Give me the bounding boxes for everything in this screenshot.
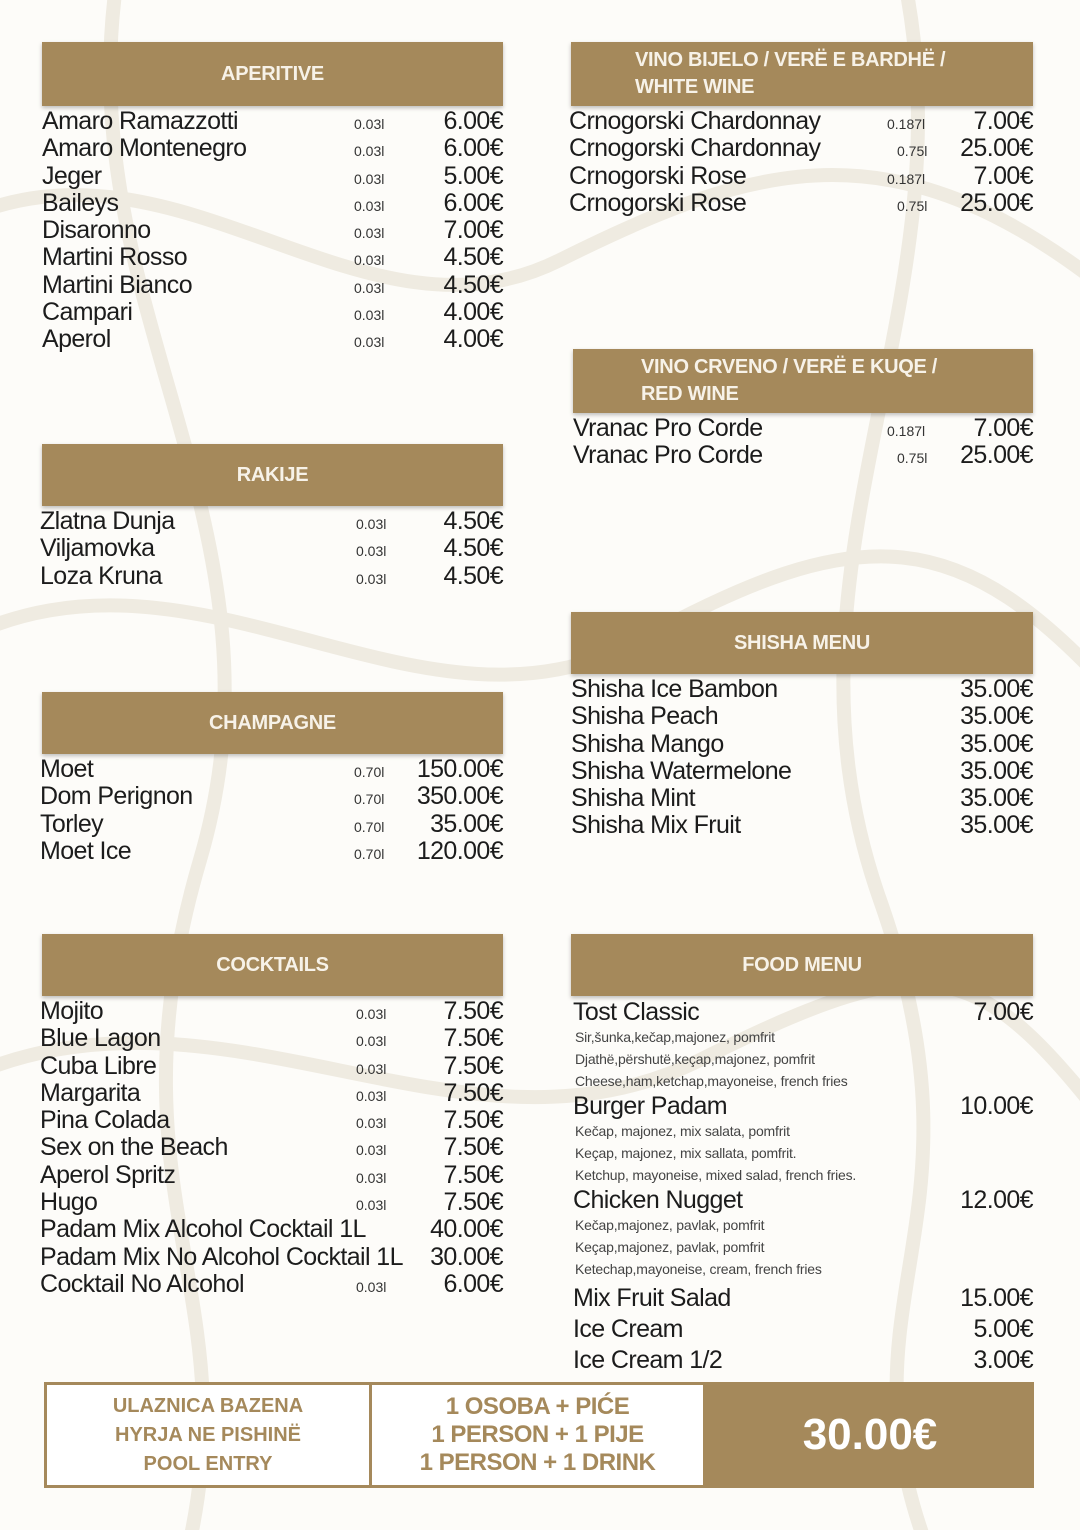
list-item	[42, 108, 503, 135]
item-price: 7.50€	[443, 1133, 503, 1162]
item-price: 7.50€	[443, 1024, 503, 1053]
list-item	[42, 299, 503, 326]
aperitive-list	[42, 108, 503, 354]
item-name: Padam Mix No Alcohol Cocktail 1L	[40, 1242, 403, 1271]
red-wine-section	[573, 349, 1033, 470]
item-volume: 0.03l	[356, 1006, 387, 1022]
item-description: Cheese,ham,ketchap,mayoneise, french fries	[575, 1073, 848, 1089]
item-price: 40.00€	[430, 1215, 503, 1244]
item-name: Blue Lagon	[40, 1024, 161, 1053]
item-price: 4.50€	[443, 507, 503, 535]
list-item	[40, 811, 503, 838]
item-volume: 0.03l	[356, 1197, 387, 1214]
item-name: Shisha Mint	[571, 784, 696, 813]
champagne-section	[42, 692, 503, 865]
item-price: 4.50€	[443, 270, 503, 299]
item-volume: 0.03l	[354, 116, 385, 132]
list-item	[569, 190, 1033, 217]
list-item	[42, 244, 503, 271]
item-volume: 0.03l	[354, 334, 385, 351]
item-volume: 0.03l	[354, 143, 385, 160]
item-description: Kečap,majonez, pavlak, pomfrit	[575, 1217, 765, 1233]
list-item	[571, 785, 1033, 812]
item-price: 35.00€	[960, 756, 1033, 785]
item-price: 7.50€	[443, 1188, 503, 1217]
item-name: Crnogorski Rose	[569, 161, 747, 190]
item-name: Aperol	[42, 325, 111, 354]
item-price: 6.00€	[443, 188, 503, 217]
item-description: Djathë,përshutë,keçap,majonez, pomfrit	[575, 1051, 815, 1067]
item-name: Ice Cream 1/2	[573, 1346, 723, 1374]
rakije-section	[42, 444, 503, 590]
item-name: Margarita	[40, 1078, 141, 1107]
item-price: 120.00€	[416, 836, 503, 865]
list-item	[42, 272, 503, 299]
shisha-section	[571, 612, 1033, 840]
item-volume: 0.03l	[354, 225, 385, 242]
white-wine-list	[569, 108, 1033, 217]
item-volume: 0.187l	[887, 170, 926, 187]
list-item	[40, 1080, 503, 1107]
list-item	[40, 1189, 503, 1216]
item-price: 15.00€	[960, 1284, 1033, 1312]
item-price: 25.00€	[960, 188, 1033, 217]
item-name: Baileys	[42, 188, 119, 217]
item-price: 5.00€	[443, 161, 503, 190]
item-name: Tost Classic	[573, 998, 700, 1026]
champagne-list	[40, 756, 503, 865]
pool-entry-offer	[372, 1382, 706, 1488]
item-name: Padam Mix Alcohol Cocktail 1L	[40, 1215, 366, 1244]
item-name: Disaronno	[42, 216, 151, 245]
white-wine-title-line2: WHITE WINE	[635, 76, 755, 98]
item-volume: 0.03l	[356, 1115, 387, 1132]
item-price: 150.00€	[416, 755, 503, 783]
list-item	[40, 1107, 503, 1134]
item-name: Amaro Ramazzotti	[42, 107, 239, 135]
item-name: Mojito	[40, 997, 104, 1025]
red-wine-title-line2: RED WINE	[641, 383, 739, 405]
item-name: Crnogorski Rose	[569, 188, 747, 217]
list-item	[573, 1186, 1033, 1214]
red-wine-list	[573, 415, 1033, 470]
item-volume: 0.03l	[356, 1278, 387, 1295]
item-name: Torley	[40, 809, 104, 838]
item-price: 4.50€	[443, 534, 503, 563]
champagne-header: CHAMPAGNE	[42, 692, 503, 754]
item-price: 6.00€	[443, 134, 503, 163]
item-name: Aperol Spritz	[40, 1160, 176, 1189]
item-name: Vranac Pro Corde	[573, 441, 763, 470]
item-price: 25.00€	[960, 441, 1033, 470]
item-volume: 0.70l	[354, 845, 385, 862]
item-volume: 0.03l	[354, 252, 385, 269]
item-name: Burger Padam	[573, 1092, 727, 1120]
list-item	[40, 1216, 503, 1243]
list-item	[573, 1345, 1033, 1376]
food-list	[571, 998, 1033, 1376]
item-volume: 0.03l	[356, 570, 387, 587]
list-item	[571, 703, 1033, 730]
list-item	[573, 1283, 1033, 1314]
item-name: Martini Bianco	[42, 270, 192, 299]
aperitive-header: APERITIVE	[42, 42, 503, 106]
item-name: Pina Colada	[40, 1106, 170, 1135]
item-price: 7.50€	[443, 1078, 503, 1107]
item-volume: 0.70l	[354, 764, 385, 780]
list-item	[40, 508, 503, 535]
item-name: Loza Kruna	[40, 561, 162, 590]
item-description: Ketchup, mayoneise, mixed salad, french fries.	[575, 1167, 857, 1183]
item-price: 35.00€	[960, 702, 1033, 731]
list-item	[42, 217, 503, 244]
list-item	[573, 415, 1033, 442]
item-volume: 0.75l	[897, 450, 928, 467]
item-price: 350.00€	[416, 782, 503, 811]
list-item	[569, 108, 1033, 135]
rakije-list	[40, 508, 503, 590]
item-name: Campari	[42, 298, 133, 327]
item-name: Moet Ice	[40, 836, 132, 865]
item-price: 4.00€	[443, 298, 503, 327]
item-price: 35.00€	[430, 809, 503, 838]
item-name: Shisha Watermelone	[571, 756, 792, 785]
item-name: Shisha Mango	[571, 729, 724, 758]
item-volume: 0.03l	[354, 170, 385, 187]
item-name: Shisha Ice Bambon	[571, 675, 778, 703]
cocktails-section	[42, 934, 503, 1298]
item-price: 35.00€	[960, 784, 1033, 813]
item-price: 35.00€	[960, 675, 1033, 703]
list-item	[40, 998, 503, 1025]
item-name: Martini Rosso	[42, 243, 188, 272]
list-item	[40, 1162, 503, 1189]
pool-label-line: HYRJA NE PISHINË	[115, 1423, 301, 1446]
food-section	[571, 934, 1033, 1376]
item-price: 30.00€	[430, 1242, 503, 1271]
list-item	[571, 812, 1033, 839]
item-price: 25.00€	[960, 134, 1033, 163]
item-description: Keçap, majonez, mix sallata, pomfrit.	[575, 1145, 797, 1161]
red-wine-title-line1: VINO CRVENO / VERË E KUQE /	[641, 356, 938, 378]
item-volume: 0.187l	[887, 116, 926, 132]
list-item	[42, 135, 503, 162]
item-price: 7.50€	[443, 997, 503, 1025]
item-price: 7.00€	[973, 414, 1033, 442]
item-volume: 0.75l	[897, 197, 928, 214]
item-price: 7.00€	[973, 161, 1033, 190]
pool-entry-label	[44, 1382, 372, 1488]
item-price: 6.00€	[443, 107, 503, 135]
item-name: Jeger	[42, 161, 102, 190]
item-volume: 0.03l	[354, 279, 385, 296]
item-price: 7.50€	[443, 1106, 503, 1135]
item-volume: 0.70l	[354, 791, 385, 808]
item-volume: 0.187l	[887, 423, 926, 439]
item-volume: 0.03l	[356, 1060, 387, 1077]
pool-entry-banner	[44, 1382, 1034, 1488]
item-volume: 0.03l	[356, 1169, 387, 1186]
item-price: 4.50€	[443, 243, 503, 272]
pool-offer-line: 1 PERSON + 1 PIJE	[431, 1421, 644, 1448]
item-price: 3.00€	[973, 1346, 1033, 1374]
shisha-header: SHISHA MENU	[571, 612, 1033, 674]
list-item	[42, 190, 503, 217]
item-price: 4.50€	[443, 561, 503, 590]
white-wine-header	[571, 42, 1033, 106]
white-wine-section	[571, 42, 1033, 217]
list-item	[40, 783, 503, 810]
item-name: Shisha Peach	[571, 702, 719, 731]
item-price: 6.00€	[443, 1269, 503, 1298]
pool-entry-price: 30.00€	[706, 1382, 1034, 1488]
list-item	[573, 442, 1033, 469]
white-wine-title-line1: VINO BIJELO / VERË E BARDHË /	[635, 49, 946, 71]
list-item	[571, 758, 1033, 785]
item-name: Hugo	[40, 1188, 98, 1217]
item-price: 7.00€	[973, 107, 1033, 135]
list-item	[40, 838, 503, 865]
item-description: Ketechap,mayoneise, cream, french fries	[575, 1261, 822, 1277]
item-price: 35.00€	[960, 811, 1033, 840]
item-name: Shisha Mix Fruit	[571, 811, 741, 840]
pool-offer-line: 1 PERSON + 1 DRINK	[419, 1449, 656, 1476]
list-item	[569, 163, 1033, 190]
rakije-header: RAKIJE	[42, 444, 503, 506]
list-item	[569, 135, 1033, 162]
item-name: Viljamovka	[40, 534, 155, 563]
item-price: 12.00€	[960, 1186, 1033, 1214]
list-item	[42, 326, 503, 353]
list-item	[42, 163, 503, 190]
pool-label-line: POOL ENTRY	[143, 1452, 273, 1475]
list-item	[571, 676, 1033, 703]
item-price: 7.00€	[443, 216, 503, 245]
item-price: 7.50€	[443, 1051, 503, 1080]
item-name: Ice Cream	[573, 1315, 683, 1343]
item-price: 4.00€	[443, 325, 503, 354]
red-wine-header	[573, 349, 1033, 413]
item-price: 35.00€	[960, 729, 1033, 758]
item-name: Mix Fruit Salad	[573, 1284, 731, 1312]
item-volume: 0.03l	[356, 1087, 387, 1104]
list-item	[571, 731, 1033, 758]
cocktails-header: COCKTAILS	[42, 934, 503, 996]
list-item	[40, 535, 503, 562]
item-volume: 0.03l	[354, 307, 385, 324]
item-volume: 0.03l	[356, 516, 387, 532]
item-name: Crnogorski Chardonnay	[569, 107, 821, 135]
item-name: Cuba Libre	[40, 1051, 157, 1080]
aperitive-section	[42, 42, 503, 354]
item-name: Vranac Pro Corde	[573, 414, 763, 442]
list-item	[573, 998, 1033, 1026]
item-volume: 0.70l	[354, 818, 385, 835]
item-price: 7.50€	[443, 1160, 503, 1189]
item-volume: 0.75l	[897, 143, 928, 160]
item-description: Kečap, majonez, mix salata, pomfrit	[575, 1123, 790, 1139]
item-name: Zlatna Dunja	[40, 507, 175, 535]
list-item	[573, 1092, 1033, 1120]
item-name: Dom Perignon	[40, 782, 193, 811]
food-header: FOOD MENU	[571, 934, 1033, 996]
shisha-list	[571, 676, 1033, 840]
item-price: 5.00€	[973, 1315, 1033, 1343]
list-item	[40, 563, 503, 590]
list-item	[40, 1134, 503, 1161]
list-item	[40, 1244, 503, 1271]
item-volume: 0.03l	[356, 543, 387, 560]
list-item	[40, 1025, 503, 1052]
item-volume: 0.03l	[354, 197, 385, 214]
item-name: Sex on the Beach	[40, 1133, 228, 1162]
list-item	[40, 1053, 503, 1080]
item-description: Keçap,majonez, pavlak, pomfrit	[575, 1239, 765, 1255]
cocktails-list	[40, 998, 503, 1298]
list-item	[40, 1271, 503, 1298]
pool-offer-line: 1 OSOBA + PIĆE	[445, 1393, 630, 1420]
item-name: Crnogorski Chardonnay	[569, 134, 821, 163]
item-name: Chicken Nugget	[573, 1186, 743, 1214]
pool-label-line: ULAZNICA BAZENA	[112, 1394, 304, 1417]
list-item	[573, 1314, 1033, 1345]
item-price: 10.00€	[960, 1092, 1033, 1120]
list-item	[40, 756, 503, 783]
item-volume: 0.03l	[356, 1033, 387, 1050]
item-name: Moet	[40, 755, 94, 783]
item-description: Sir,šunka,kečap,majonez, pomfrit	[575, 1029, 775, 1045]
item-price: 7.00€	[973, 998, 1033, 1026]
item-name: Cocktail No Alcohol	[40, 1269, 244, 1298]
item-volume: 0.03l	[356, 1142, 387, 1159]
item-name: Amaro Montenegro	[42, 134, 247, 163]
